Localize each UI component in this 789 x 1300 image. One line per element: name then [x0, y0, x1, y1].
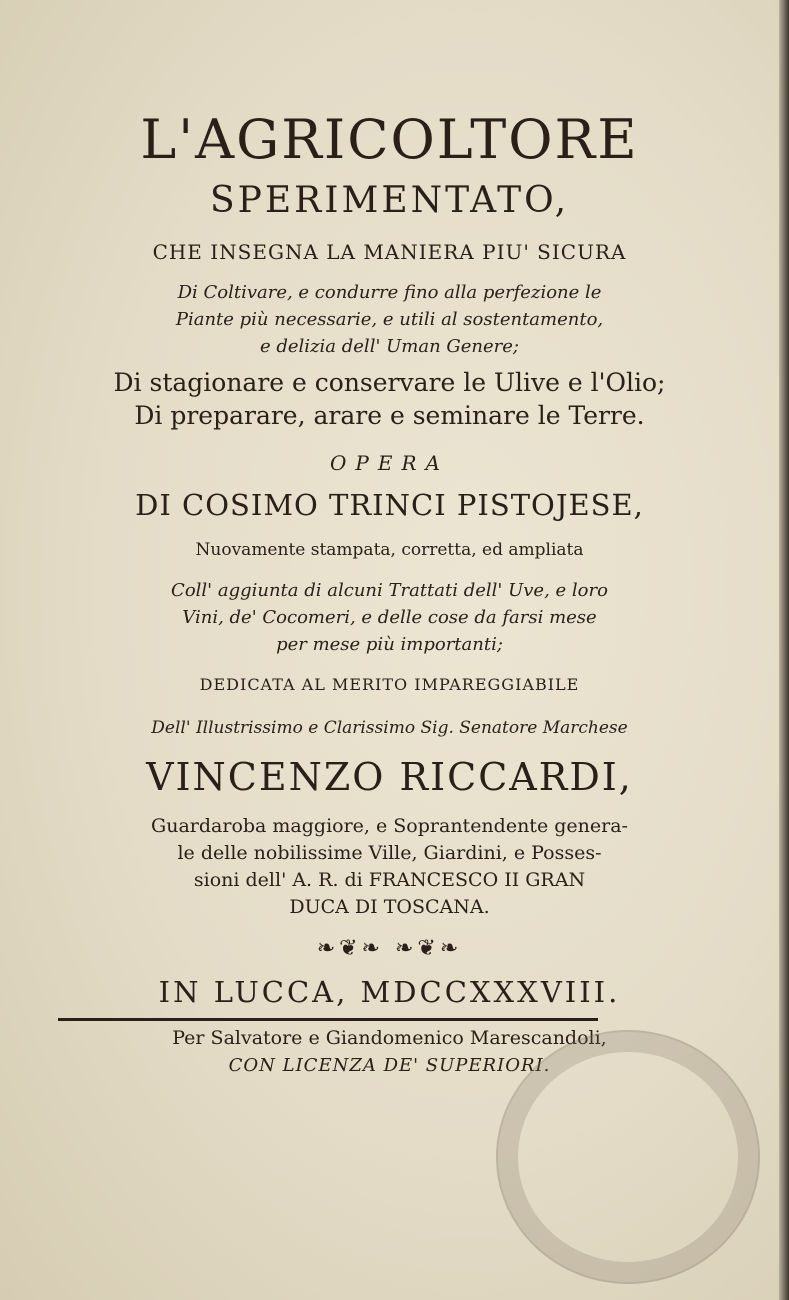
additions-line: per mese più importanti; [276, 634, 503, 655]
divider-rule [58, 1018, 598, 1021]
office-line: Guardaroba maggiore, e Soprantendente genera- [151, 815, 628, 837]
book-tagline: CHE INSEGNA LA MANIERA PIU' SICURA [152, 240, 627, 264]
topic-line: Di stagionare e conservare le Ulive e l'Olio; [113, 368, 666, 397]
office-line: DUCA DI TOSCANA. [289, 896, 490, 918]
printer-line: Per Salvatore e Giandomenico Marescandoli, [172, 1027, 607, 1049]
topic-line: Di preparare, arare e seminare le Terre. [134, 401, 645, 430]
imprint-place-date: IN LUCCA, MDCCXXXVIII. [158, 975, 621, 1009]
license-line: CON LICENZA DE' SUPERIORI. [228, 1055, 551, 1076]
description-line: Piante più necessarie, e utili al sostentamento, [175, 309, 604, 330]
book-title: L'AGRICOLTORE [140, 108, 639, 171]
dedicatee-name: VINCENZO RICCARDI, [146, 755, 633, 799]
office-line: le delle nobilissime Ville, Giardini, e Posses- [177, 842, 602, 864]
edition-line: Nuovamente stampata, corretta, ed ampliata [195, 540, 584, 560]
fleuron-ornament-icon: ❧❦❧ ❧❦❧ [316, 936, 463, 961]
author-line: DI COSIMO TRINCI PISTOJESE, [135, 488, 644, 522]
office-line: sioni dell' A. R. di FRANCESCO II GRAN [193, 869, 586, 891]
library-stamp-icon [496, 1030, 760, 1284]
dedication-line: DEDICATA AL MERITO IMPAREGGIABILE [199, 675, 580, 694]
book-subtitle: SPERIMENTATO, [209, 180, 570, 221]
dedicatee-title: Dell' Illustrissimo e Clarissimo Sig. Senatore Marchese [151, 718, 628, 738]
opera-label: OPERA [330, 451, 449, 475]
additions-line: Coll' aggiunta di alcuni Trattati dell' Uve, e loro [171, 580, 608, 601]
description-line: e delizia dell' Uman Genere; [260, 336, 519, 357]
description-line: Di Coltivare, e condurre fino alla perfezione le [177, 282, 602, 303]
additions-line: Vini, de' Cocomeri, e delle cose da farsi mese [182, 607, 597, 628]
page-edge [779, 0, 789, 1300]
